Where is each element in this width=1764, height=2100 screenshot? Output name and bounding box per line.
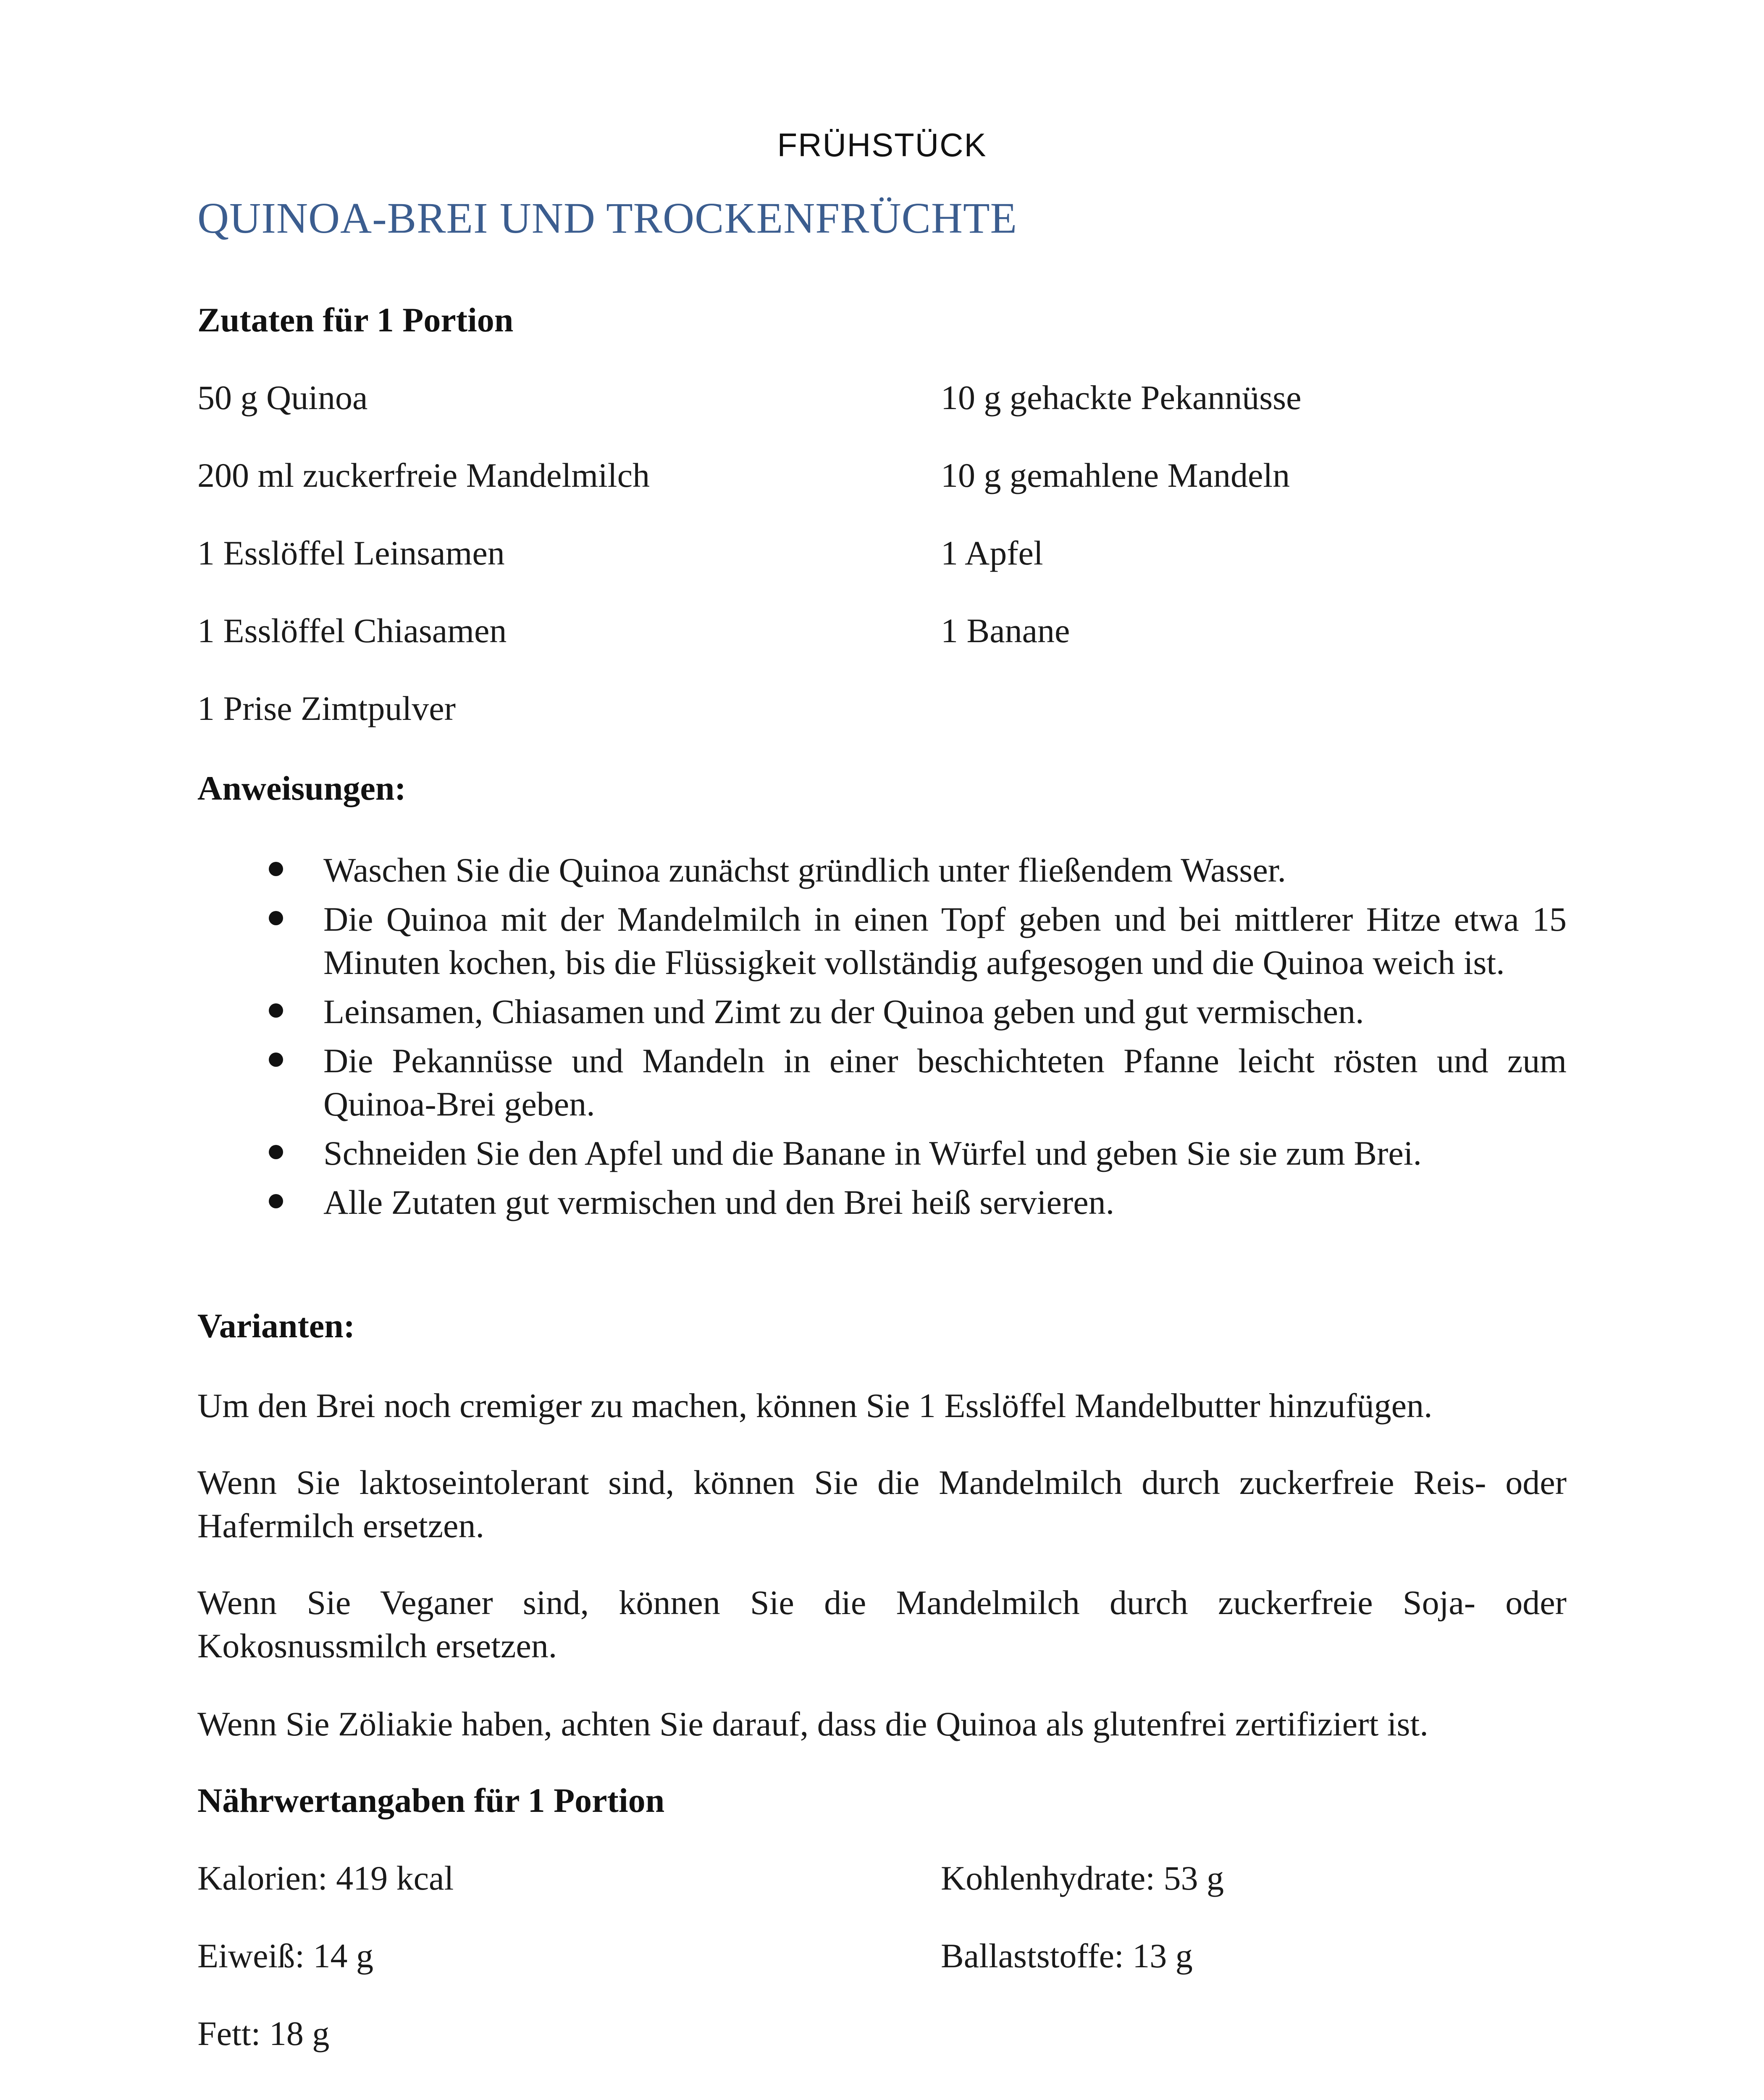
instruction-step <box>197 1181 1567 1224</box>
instruction-step <box>197 1131 1567 1175</box>
ingredient-item: 50 g Quinoa <box>197 378 368 417</box>
bullet-icon <box>269 1053 283 1067</box>
instruction-text: Schneiden Sie den Apfel und die Banane in Würfel und geben Sie sie zum Brei. <box>323 1134 1422 1172</box>
variant-paragraph: Wenn Sie laktoseintolerant sind, können Sie die Mandelmilch durch zuckerfreie Reis- oder Hafermilch ersetzen. <box>197 1463 1567 1545</box>
bullet-icon <box>269 911 283 925</box>
instruction-step <box>197 1039 1567 1126</box>
nutrition-value: Eiweiß: 14 g <box>197 1937 374 1975</box>
instructions-heading: Anweisungen: <box>197 769 406 807</box>
nutrition-value: Ballaststoffe: 13 g <box>941 1937 1193 1975</box>
ingredient-item: 1 Prise Zimtpulver <box>197 689 456 727</box>
bullet-icon <box>269 1003 283 1018</box>
ingredient-item: 1 Banane <box>941 612 1070 650</box>
variant-paragraph: Wenn Sie Zöliakie haben, achten Sie darauf, dass die Quinoa als glutenfrei zertifiziert ist. <box>197 1705 1428 1743</box>
instruction-text: Leinsamen, Chiasamen und Zimt zu der Quinoa geben und gut vermischen. <box>323 992 1364 1031</box>
instruction-step <box>197 990 1567 1033</box>
variant-paragraph: Wenn Sie Veganer sind, können Sie die Mandelmilch durch zuckerfreie Soja- oder Kokosnussmilch ersetzen. <box>197 1583 1567 1665</box>
ingredient-item: 1 Esslöffel Leinsamen <box>197 534 505 572</box>
instruction-step <box>197 898 1567 984</box>
ingredient-item: 1 Apfel <box>941 534 1043 572</box>
running-header: FRÜHSTÜCK <box>777 126 987 163</box>
instruction-text: Alle Zutaten gut vermischen und den Brei heiß servieren. <box>323 1183 1115 1221</box>
ingredient-item: 10 g gemahlene Mandeln <box>941 456 1290 494</box>
instruction-step <box>197 848 1567 892</box>
instruction-text: Die Pekannüsse und Mandeln in einer beschichteten Pfanne leicht rösten und zum Quinoa-Brei geben. <box>323 1042 1567 1123</box>
bullet-icon <box>269 862 283 876</box>
nutrition-value: Fett: 18 g <box>197 2014 330 2053</box>
instruction-text: Waschen Sie die Quinoa zunächst gründlich unter fließendem Wasser. <box>323 851 1286 889</box>
bullet-icon <box>269 1145 283 1159</box>
nutrition-value: Kalorien: 419 kcal <box>197 1859 454 1897</box>
nutrition-value: Kohlenhydrate: 53 g <box>941 1859 1224 1897</box>
ingredient-item: 200 ml zuckerfreie Mandelmilch <box>197 456 650 494</box>
variant-paragraph: Um den Brei noch cremiger zu machen, können Sie 1 Esslöffel Mandelbutter hinzufügen. <box>197 1386 1433 1425</box>
variants-heading: Varianten: <box>197 1307 355 1345</box>
recipe-title: QUINOA-BREI UND TROCKENFRÜCHTE <box>197 194 1018 242</box>
ingredients-heading: Zutaten für 1 Portion <box>197 301 514 339</box>
instructions-list <box>197 848 1567 1230</box>
bullet-icon <box>269 1194 283 1208</box>
ingredient-item: 1 Esslöffel Chiasamen <box>197 612 507 650</box>
instruction-text: Die Quinoa mit der Mandelmilch in einen Topf geben und bei mittlerer Hitze etwa 15 Minuten kochen, bis die Flüssigkeit vollständig aufgesogen und die Quinoa weich ist. <box>323 900 1567 982</box>
ingredient-item: 10 g gehackte Pekannüsse <box>941 378 1302 417</box>
nutrition-heading: Nährwertangaben für 1 Portion <box>197 1781 665 1819</box>
